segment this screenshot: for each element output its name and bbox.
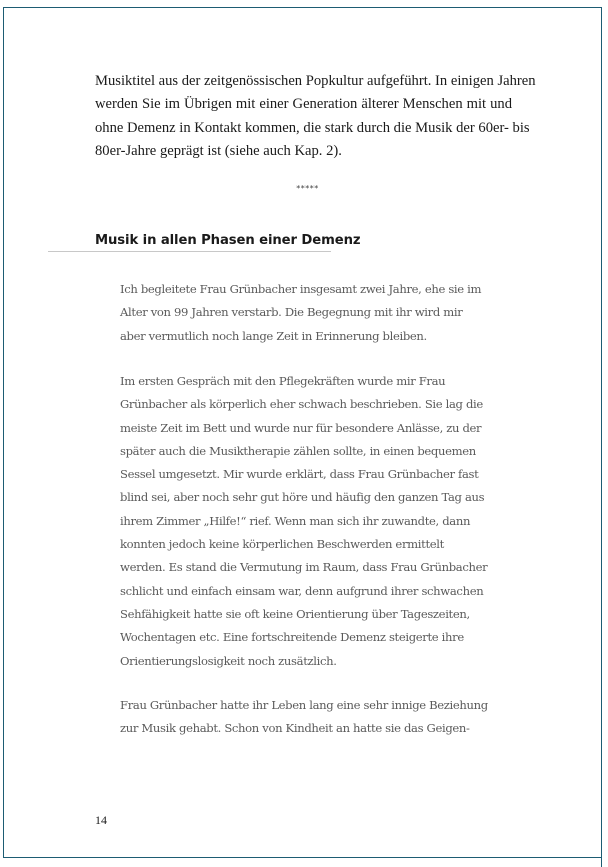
text-line: Ich begleitete Frau Grünbacher insgesamt zwei Jahre, ehe sie im: [120, 282, 482, 296]
section-separator: [0, 184, 608, 193]
text-line: später auch die Musiktherapie zählen sollte, in einen bequemen: [120, 443, 476, 458]
text-line: aber vermutlich noch lange Zeit in Erinnerung bleiben.: [120, 328, 427, 343]
page-number: 14: [95, 813, 107, 827]
text-line: Sehfähigkeit hatte sie oft keine Orientierung über Tageszeiten,: [120, 606, 470, 621]
separator-asterisks: *****: [296, 184, 319, 193]
text-line: meiste Zeit im Bett und wurde nur für besondere Anlässe, zu der: [120, 420, 482, 435]
text-line: Musiktitel aus der zeitgenössischen Popkultur aufgeführt. In einigen Jahren: [95, 73, 536, 89]
text-line: konnten jedoch keine körperlichen Beschwerden ermittelt: [120, 537, 444, 552]
text-line: blind sei, aber noch sehr gut höre und häufig den ganzen Tag aus: [120, 490, 485, 505]
text-line: werden. Es stand die Vermutung im Raum, dass Frau Grünbacher: [120, 560, 488, 575]
text-line: Orientierungslosigkeit noch zusätzlich.: [120, 653, 337, 668]
case-paragraph: [120, 370, 492, 673]
text-line: Im ersten Gespräch mit den Pflegekräften wurde mir Frau: [120, 374, 446, 388]
page-edge: [601, 7, 602, 867]
text-line: ihrem Zimmer „Hilfe!“ rief. Wenn man sich ihr zuwandte, dann: [120, 513, 471, 528]
intro-paragraph: [95, 70, 536, 163]
text-line: Alter von 99 Jahren verstarb. Die Begegnung mit ihr wird mir: [120, 305, 463, 320]
text-line: Frau Grünbacher hatte ihr Leben lang eine sehr innige Beziehung: [120, 698, 488, 712]
text-line: ohne Demenz in Kontakt kommen, die stark durch die Musik der 60er- bis: [95, 119, 530, 136]
case-paragraph: [120, 278, 492, 348]
text-line: werden Sie im Übrigen mit einer Generation älterer Menschen mit und: [95, 96, 512, 113]
case-paragraph: [120, 694, 492, 741]
text-line: Grünbacher als körperlich eher schwach beschrieben. Sie lag die: [120, 397, 483, 412]
text-line: Wochentagen etc. Eine fortschreitende Demenz steigerte ihre: [120, 630, 464, 645]
text-line: Sessel umgesetzt. Mir wurde erklärt, dass Frau Grünbacher fast: [120, 467, 479, 482]
text-line: zur Musik gehabt. Schon von Kindheit an hatte sie das Geigen-: [120, 721, 470, 736]
text-line: 80er-Jahre geprägt ist (siehe auch Kap. 2).: [95, 142, 342, 159]
text-line: schlicht und einfach einsam war, denn aufgrund ihrer schwachen: [120, 583, 484, 598]
heading-underline: [48, 251, 331, 252]
section-heading: Musik in allen Phasen einer Demenz: [95, 233, 361, 248]
